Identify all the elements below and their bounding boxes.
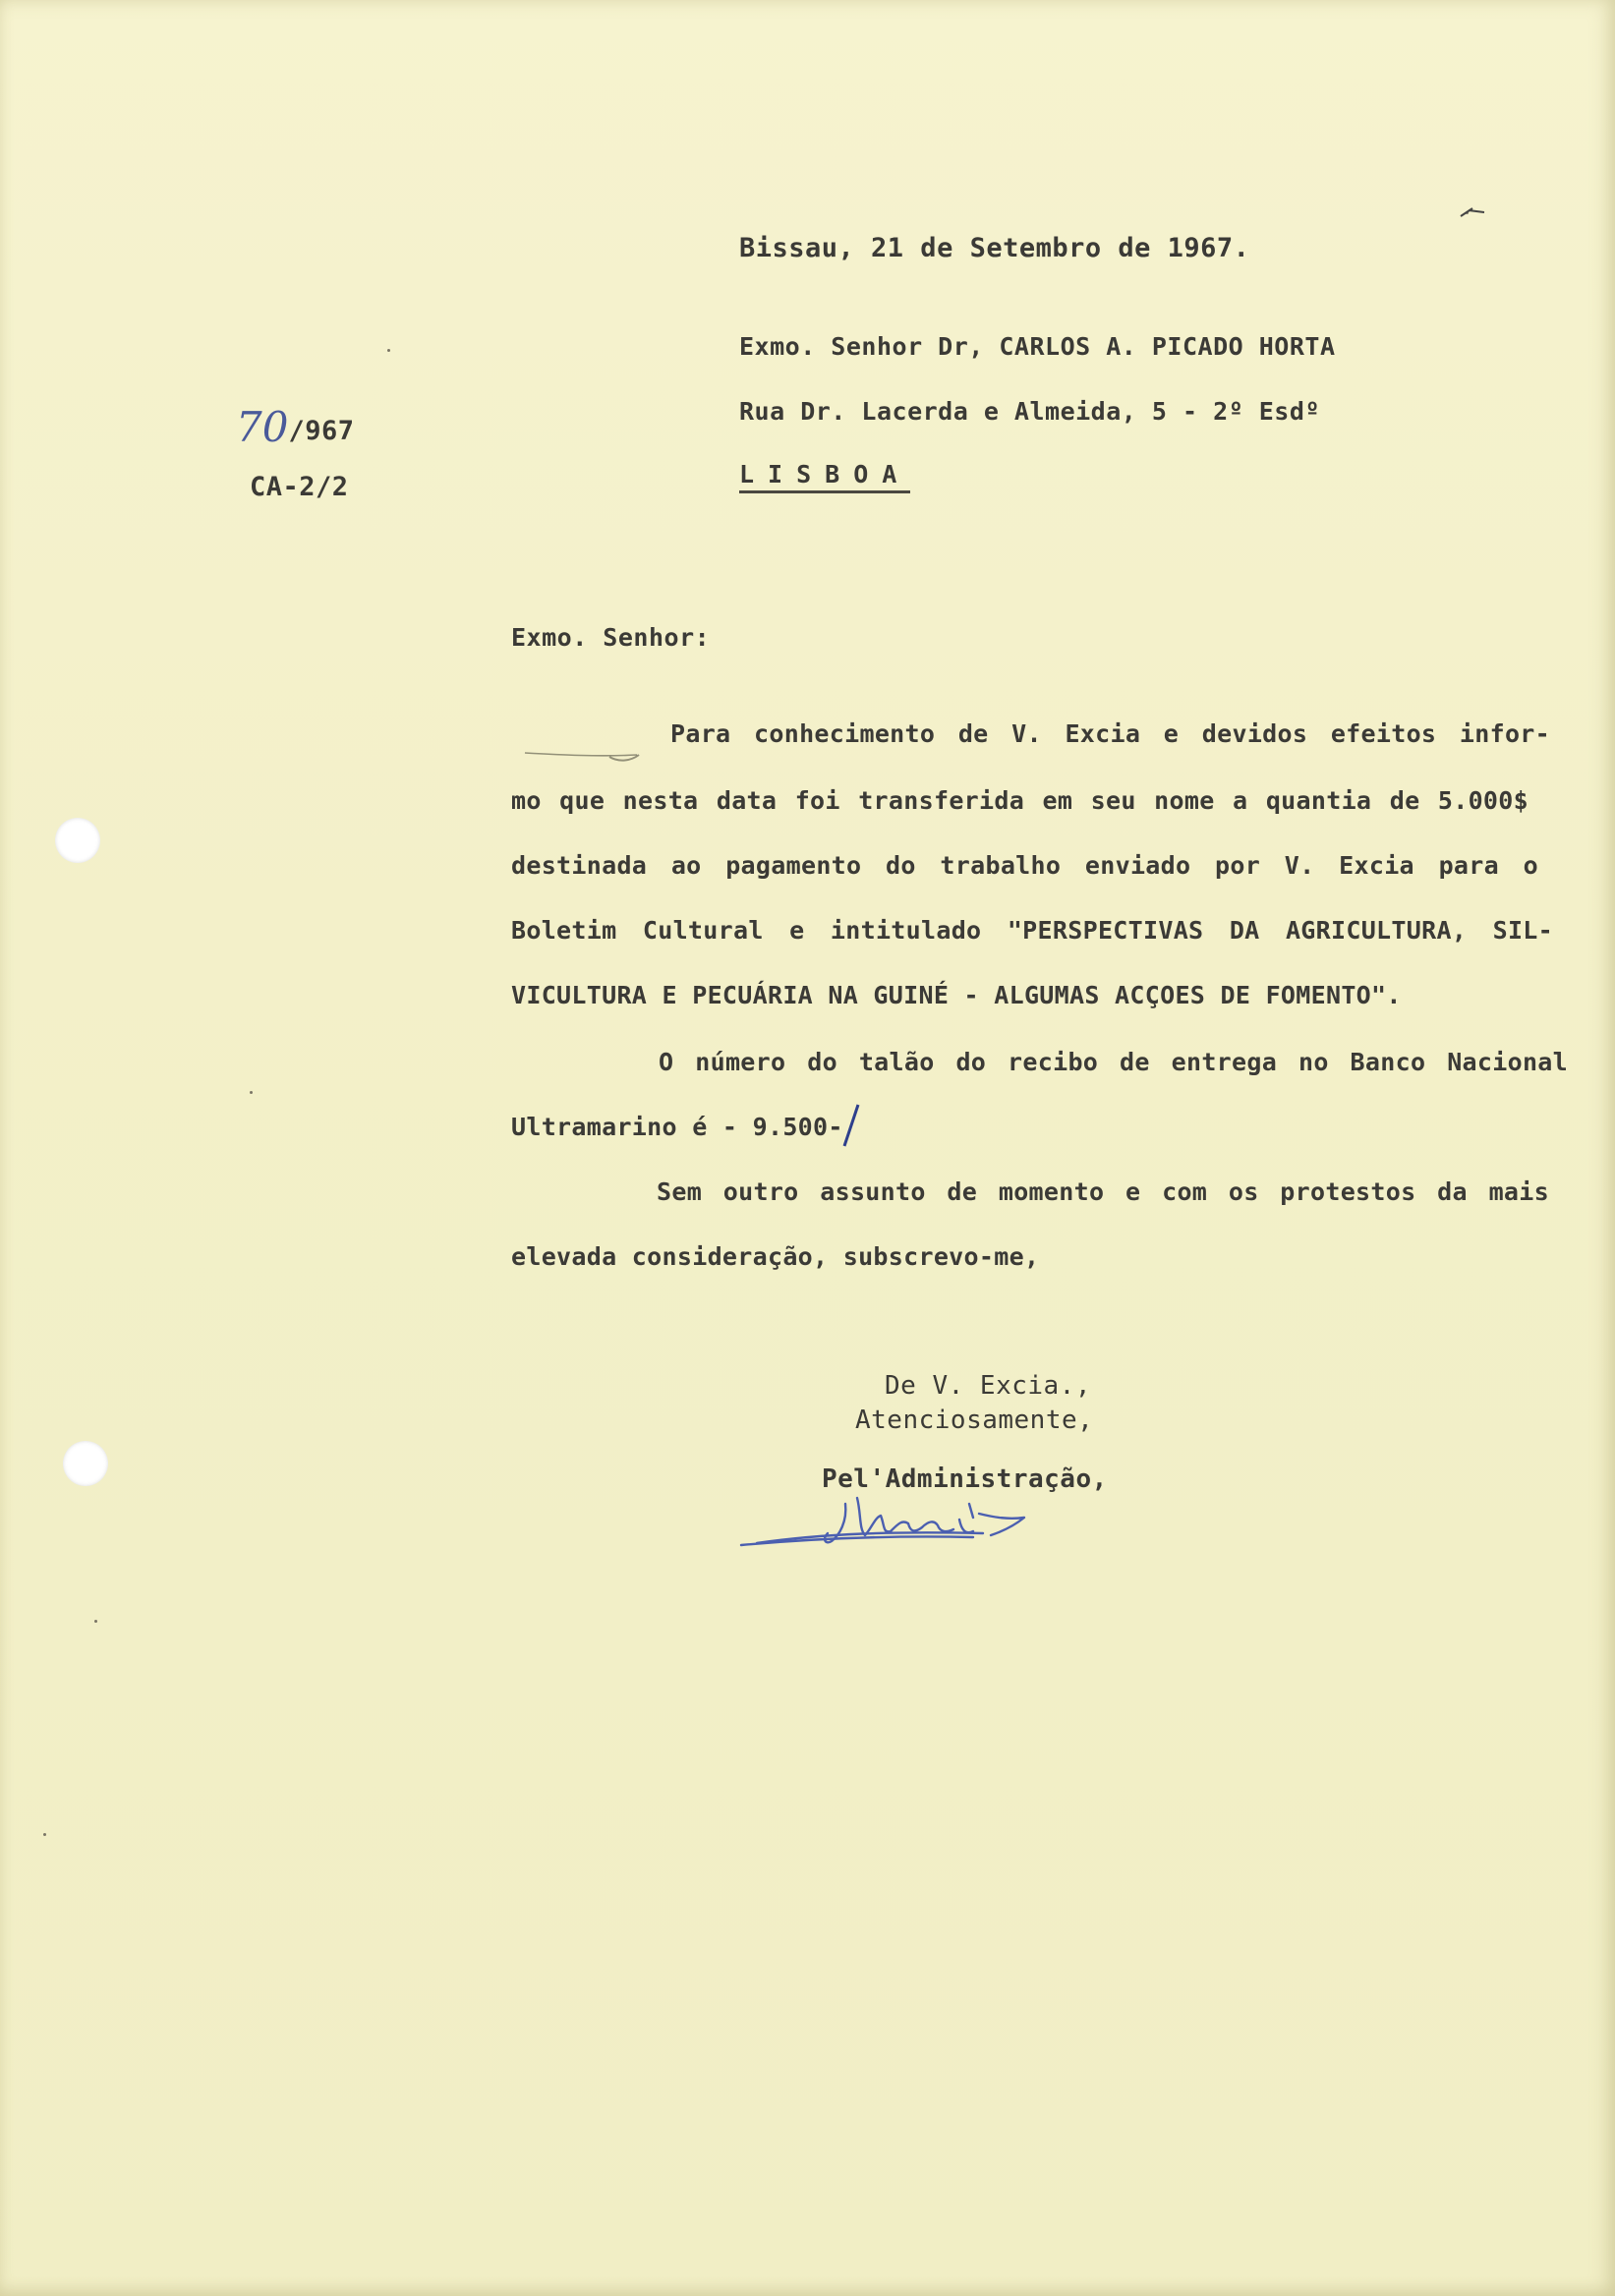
paper-speck bbox=[250, 1091, 253, 1094]
reference-year: /967 bbox=[288, 416, 355, 446]
recipient-city: LISBOA bbox=[739, 460, 910, 493]
pen-mark bbox=[1459, 204, 1488, 220]
paragraph-1-line-5: VICULTURA E PECUÁRIA NA GUINÉ - ALGUMAS ACÇOES DE FOMENTO". bbox=[511, 981, 1402, 1009]
reference-code: CA-2/2 bbox=[250, 472, 349, 502]
reference-number bbox=[236, 403, 354, 451]
paragraph-2-line-2: Ultramarino é - 9.500- bbox=[511, 1113, 843, 1141]
paper-speck bbox=[43, 1833, 46, 1836]
paper-speck bbox=[387, 349, 390, 352]
paragraph-3-line-2: elevada consideração, subscrevo-me, bbox=[511, 1242, 1040, 1271]
date-line: Bissau, 21 de Setembro de 1967. bbox=[739, 233, 1250, 263]
punch-hole-lower bbox=[63, 1441, 108, 1486]
handwritten-signature bbox=[737, 1474, 1091, 1563]
paragraph-1-line-1: Para conhecimento de V. Excia e devidos efeitos infor- bbox=[670, 719, 1550, 748]
salutation: Exmo. Senhor: bbox=[511, 623, 711, 652]
indent-mark bbox=[521, 735, 668, 769]
recipient-name-line: Exmo. Senhor Dr, CARLOS A. PICADO HORTA bbox=[739, 332, 1336, 361]
handwritten-correction-mark bbox=[838, 1101, 864, 1150]
paragraph-1-line-4: Boletim Cultural e intitulado "PERSPECTIVAS DA AGRICULTURA, SIL- bbox=[511, 916, 1553, 945]
closing-line-1: De V. Excia., bbox=[885, 1371, 1091, 1401]
punch-hole-upper bbox=[55, 818, 100, 863]
handwritten-reference-number: 70 bbox=[236, 403, 289, 451]
closing-line-2: Atenciosamente, bbox=[855, 1406, 1094, 1435]
recipient-address-line: Rua Dr. Lacerda e Almeida, 5 - 2º Esdº bbox=[739, 397, 1320, 426]
paragraph-2-line-1: O número do talão do recibo de entrega no Banco Nacional bbox=[659, 1048, 1568, 1076]
paragraph-3-line-1: Sem outro assunto de momento e com os protestos da mais bbox=[657, 1177, 1549, 1206]
paper-speck bbox=[94, 1620, 97, 1623]
paragraph-1-line-3: destinada ao pagamento do trabalho enviado por V. Excia para o bbox=[511, 851, 1538, 880]
closing-line-3: Pel'Administração, bbox=[822, 1464, 1108, 1494]
paragraph-1-line-2: mo que nesta data foi transferida em seu nome a quantia de 5.000$ bbox=[511, 786, 1528, 815]
